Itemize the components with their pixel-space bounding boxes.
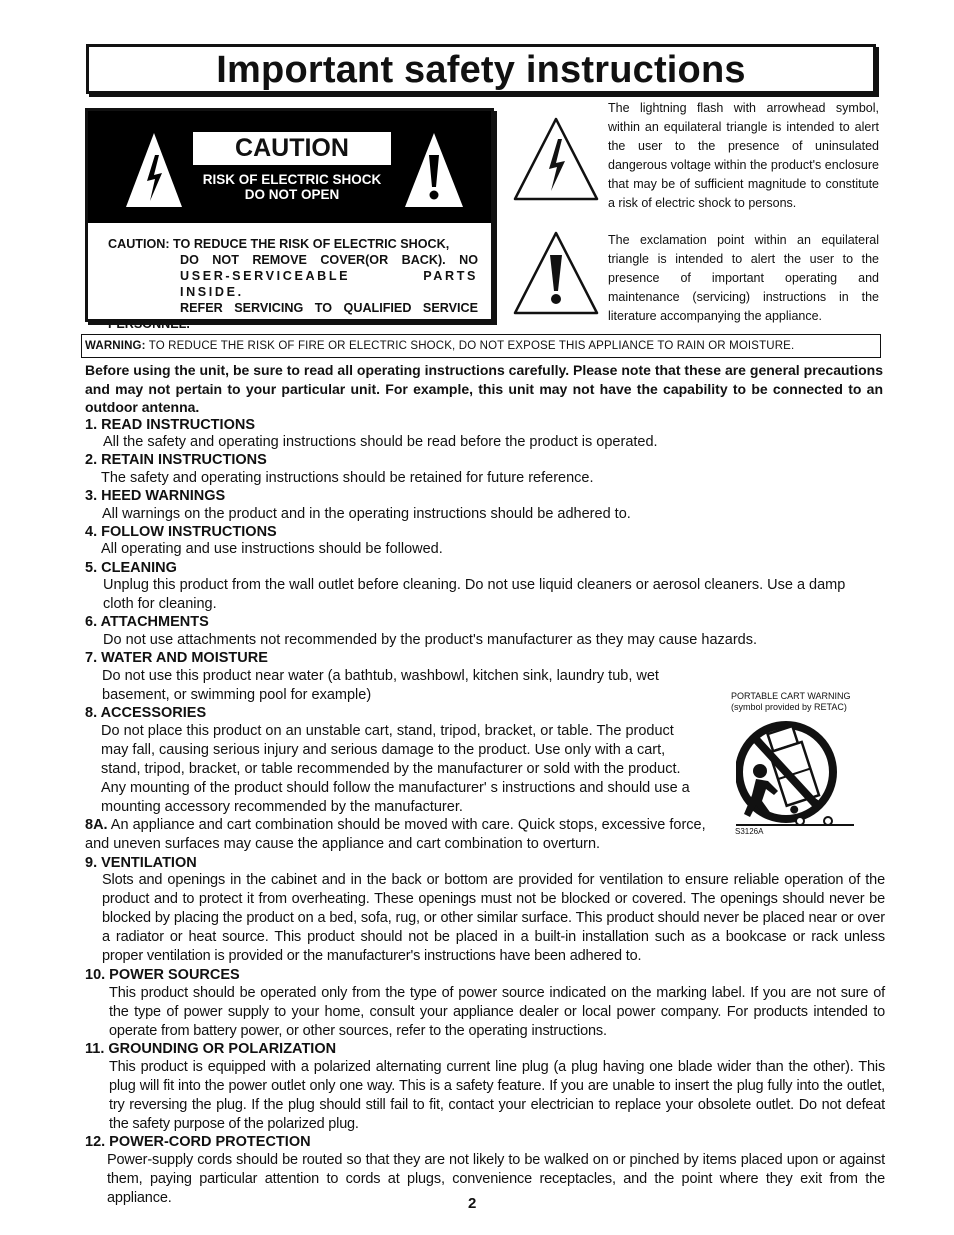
section-heading-1: 1. READ INSTRUCTIONS (85, 417, 255, 433)
section-body-8a: An appliance and cart combination should be moved with care. Quick stops, excessive force, and uneven surfaces may cause the appliance and cart combination to overturn. (85, 817, 706, 852)
portable-cart-warning-icon (736, 717, 856, 829)
caution-line-2: DO NOT REMOVE COVER(OR BACK). NO (180, 253, 478, 267)
page-number: 2 (468, 1195, 477, 1212)
cart-warning-code: S3126A (735, 827, 764, 836)
lightning-symbol-icon (511, 115, 601, 203)
section-heading-11: 11. GROUNDING OR POLARIZATION (85, 1041, 337, 1057)
section-body-12: Power-supply cords should be routed so that they are not likely to be walked on or pinched by items placed upon or against them, paying particular attention to cords at plugs, convenience receptacles, and the point where they exit from the appliance. (107, 1152, 885, 1206)
caution-line-4: REFER SERVICING TO QUALIFIED SERVICE (180, 301, 478, 315)
intro-text: Before using the unit, be sure to read all operating instructions carefully. Please note that these are general precautions and may not pertain to your particular unit. For example, this unit may not have the capability to be connected to an outdoor antenna. (85, 362, 883, 415)
section-heading-8: 8. ACCESSORIES (85, 705, 207, 721)
section-body-4: All operating and use instructions should be followed. (101, 541, 443, 557)
exclamation-symbol-icon (511, 229, 601, 317)
cart-caption-line-1: PORTABLE CART WARNING (731, 691, 851, 701)
caution-label (191, 130, 393, 210)
section-heading-8a: 8A. (85, 817, 108, 833)
section-body-6: Do not use attachments not recommended by the product's manufacturer as they may cause hazards. (103, 632, 758, 648)
section-body-5: Unplug this product from the wall outlet before cleaning. Do not use liquid cleaners or aerosol cleaners. Use a damp cloth for cleaning. (103, 577, 846, 612)
caution-panel (85, 108, 494, 331)
warning-text: TO REDUCE THE RISK OF FIRE OR ELECTRIC SHOCK, DO NOT EXPOSE THIS APPLIANCE TO RAIN OR MOISTURE. (145, 340, 795, 352)
section-heading-5: 5. CLEANING (85, 560, 177, 576)
caution-line-3: USER-SERVICEABLE PARTS INSIDE. (180, 269, 478, 299)
section-body-2: The safety and operating instructions should be retained for future reference. (101, 470, 594, 486)
section-heading-2: 2. RETAIN INSTRUCTIONS (85, 452, 267, 468)
caution-line-1: CAUTION: TO REDUCE THE RISK OF ELECTRIC SHOCK, (108, 237, 450, 251)
caution-word: CAUTION (193, 132, 391, 165)
section-heading-6: 6. ATTACHMENTS (85, 614, 209, 630)
section-body-1: All the safety and operating instructions should be read before the product is operated. (103, 434, 658, 450)
section-heading-12: 12. POWER-CORD PROTECTION (85, 1134, 311, 1150)
caution-line-5: PERSONNEL. (108, 317, 190, 331)
section-heading-7: 7. WATER AND MOISTURE (85, 650, 268, 666)
section-body-8: Do not place this product on an unstable cart, stand, tripod, bracket, or table. The product may fall, causing serious injury and serious damage to the product. Use only with a cart, stand, tripod, bracket, or table recommended by the manufacturer or sold with the product. Any mounting of the product should follow the manufacturer' s instructions and should use a mounting accessory recommended by the manufacturer. (101, 723, 690, 815)
title-box (86, 44, 876, 94)
section-8a (85, 816, 713, 854)
risk-line-2: DO NOT OPEN (244, 187, 340, 202)
caution-banner (88, 111, 491, 223)
warning-box (81, 334, 881, 358)
risk-line-1: RISK OF ELECTRIC SHOCK (202, 172, 382, 187)
section-body-10: This product should be operated only from the type of power source indicated on the marking label. If you are not sure of the type of power supply to your home, consult your appliance dealer or local power company. For products intended to operate from battery power, or other sources, refer to the operating instructions. (109, 985, 885, 1039)
section-body-7: Do not use this product near water (a bathtub, washbowl, kitchen sink, laundry tub, wet basement, or swimming pool for example) (102, 668, 659, 703)
section-body-11: This product is equipped with a polarized alternating current line plug (a plug having one blade wider than the other). This plug will fit into the power outlet only one way. This is a safety feature. If you are unable to insert the plug fully into the outlet, try reversing the plug. If the plug should still fail to fit, contact your electrician to replace your obsolete outlet. Do not defeat the safety purpose of the polarized plug. (109, 1059, 885, 1132)
lightning-symbol-text: The lightning flash with arrowhead symbol, within an equilateral triangle is intended to alert the user to the presence of uninsulated dangerous voltage within the product's enclosure that may be of sufficient magnitude to constitute a risk of electric shock to persons. (608, 101, 879, 210)
section-body-3: All warnings on the product and in the operating instructions should be adhered to. (102, 506, 631, 522)
risk-text (191, 172, 393, 202)
warning-label: WARNING: (85, 340, 146, 352)
section-heading-10: 10. POWER SOURCES (85, 967, 240, 983)
section-heading-3: 3. HEED WARNINGS (85, 488, 226, 504)
page-title: Important safety instructions (216, 49, 746, 91)
cart-warning-caption (731, 691, 851, 713)
lightning-triangle-icon (124, 131, 184, 209)
section-body-9: Slots and openings in the cabinet and in the back or bottom are provided for ventilation to ensure reliable operation of the product and to protect it from overheating. These openings must not be blocked or covered. The openings should never be blocked by placing the product on a bed, sofa, rug, or other similar surface. This product should never be placed near or over a radiator or heat source. This product should not be placed in a built-in installation such as a bookcase or rack unless proper ventilation is provided or the manufacturer's instructions have been adhered to. (102, 872, 885, 964)
section-heading-4: 4. FOLLOW INSTRUCTIONS (85, 524, 277, 540)
caution-text (108, 236, 478, 332)
exclamation-triangle-icon (403, 131, 465, 209)
cart-caption-line-2: (symbol provided by RETAC) (731, 702, 847, 712)
exclamation-symbol-text: The exclamation point within an equilateral triangle is intended to alert the user to the presence of important operating and maintenance (servicing) instructions in the literature accompanying the appliance. (608, 233, 879, 323)
section-heading-9: 9. VENTILATION (85, 855, 197, 871)
